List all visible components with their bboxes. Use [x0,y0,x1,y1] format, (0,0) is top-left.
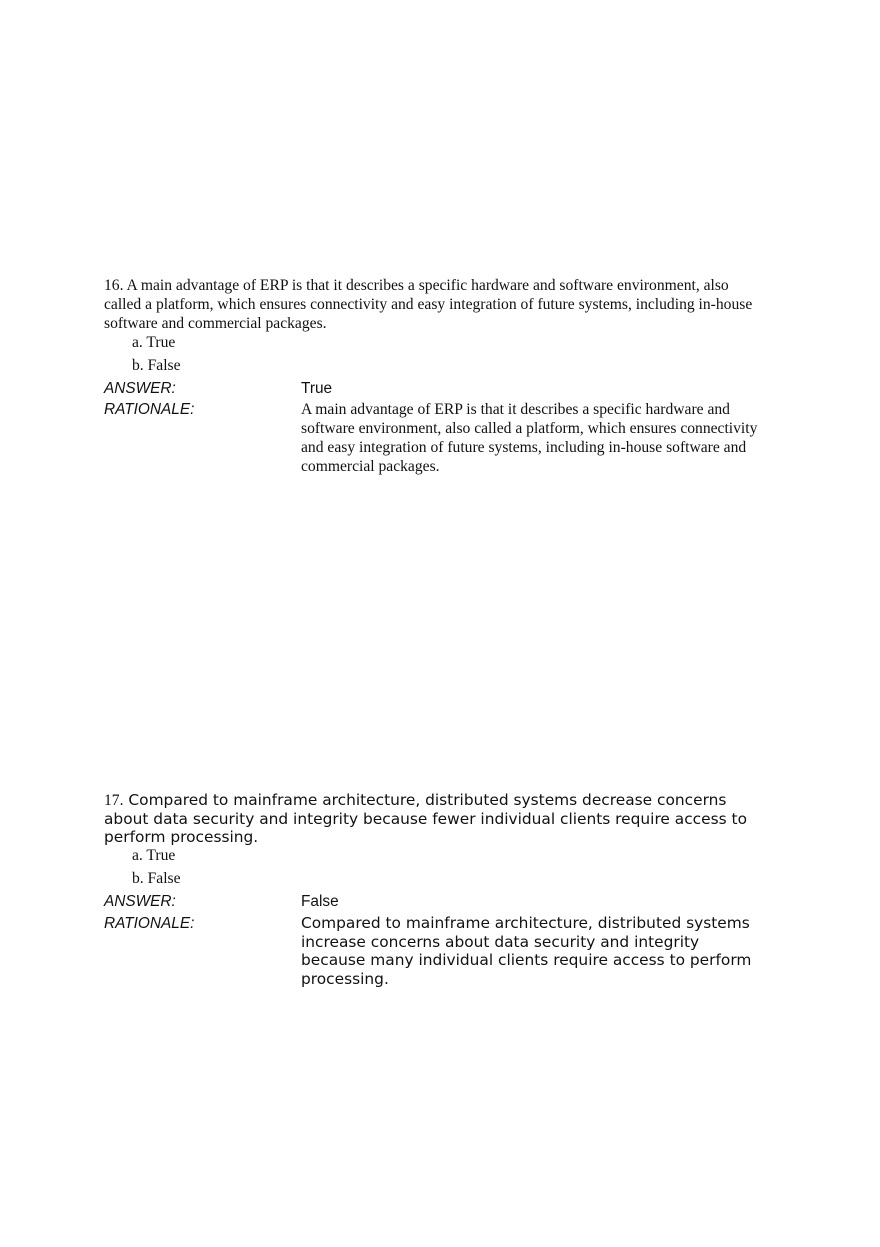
rationale-text: A main advantage of ERP is that it describes a specific hardware and software environment, also called a platform, which ensures connectivity and easy integration of future systems, including in-house software and commercial packages. [301,401,758,475]
rationale-label: RATIONALE: [104,915,195,932]
answer-value: True [301,380,333,397]
option-false: b. False [132,357,181,374]
question-number: 17. [104,792,124,809]
question-16 [104,276,768,476]
option-true: a. True [132,334,176,351]
question-text: A main advantage of ERP is that it describes a specific hardware and software environment, also called a platform, which ensures connectivity and easy integration of future systems, including in-house software and commercial packages. [104,277,753,332]
option-false: b. False [132,870,181,887]
question-stem [104,791,768,846]
answer-row [104,892,768,911]
question-17 [104,791,768,988]
rationale-text: Compared to mainframe architecture, distributed systems increase concerns about data security and integrity because many individual clients require access to perform processing. [301,914,752,988]
rationale-row [104,914,768,988]
rationale-label: RATIONALE: [104,401,195,418]
option-true: a. True [132,847,176,864]
question-text: Compared to mainframe architecture, distributed systems decrease concerns about data security and integrity because fewer individual clients require access to perform processing. [104,791,747,846]
answer-label: ANSWER: [104,380,176,397]
answer-value: False [301,893,339,910]
rationale-row [104,400,768,476]
question-stem [104,276,768,333]
answer-options [104,333,768,375]
answer-label: ANSWER: [104,893,176,910]
question-number: 16. [104,277,124,294]
answer-row [104,379,768,398]
answer-options [104,846,768,888]
